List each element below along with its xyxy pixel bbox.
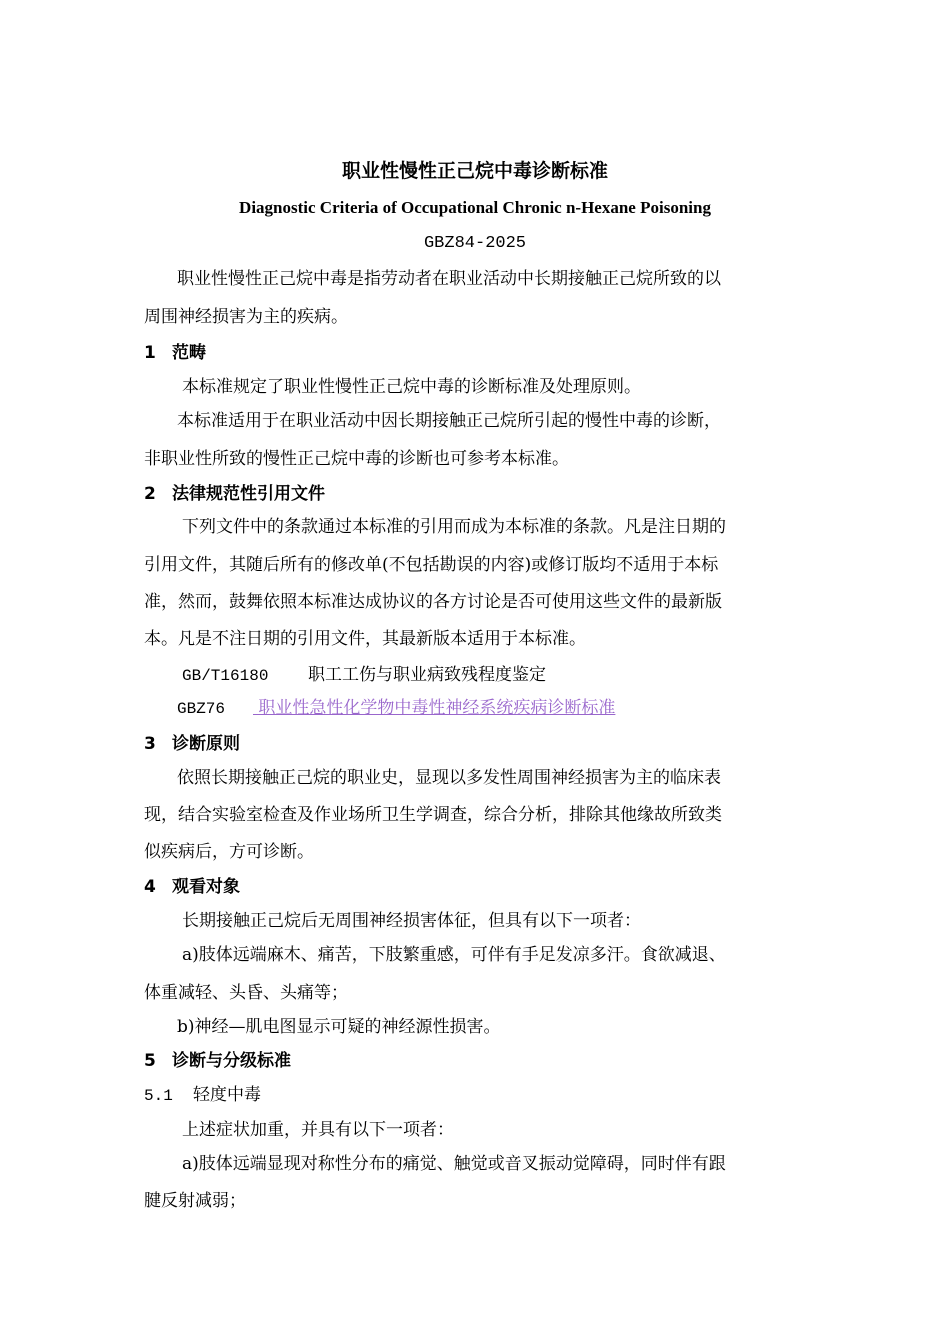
paragraph-line: 准，然而，鼓舞依照本标准达成协议的各方讨论是否可使用这些文件的最新版	[144, 592, 722, 612]
section-number: 3	[144, 734, 156, 754]
document-title: 职业性慢性正己烷中毒诊断标准	[341, 160, 608, 182]
list-item-line: a)肢体远端显现对称性分布的痛觉、触觉或音叉振动觉障碍，同时伴有跟	[182, 1154, 726, 1174]
paragraph-line: 现，结合实验室检查及作业场所卫生学调查，综合分析，排除其他缘故所致类	[144, 805, 722, 825]
section-title: 范畴	[172, 343, 206, 363]
paragraph-line: 本标准适用于在职业活动中因长期接触正己烷所引起的慢性中毒的诊断，	[177, 411, 721, 431]
paragraph-line: 引用文件，其随后所有的修改单(不包括勘误的内容)或修订版均不适用于本标	[144, 555, 719, 575]
section-heading-observation	[144, 876, 804, 898]
paragraph-line: 上述症状加重，并具有以下一项者：	[182, 1120, 454, 1140]
section-number: 1	[144, 343, 156, 363]
section-heading-principles	[144, 733, 804, 755]
intro-paragraph-line: 职业性慢性正己烷中毒是指劳动者在职业活动中长期接触正己烷所致的以	[177, 269, 721, 289]
reference-item	[177, 697, 804, 720]
list-item-line: b)神经—肌电图显示可疑的神经源性损害。	[177, 1017, 501, 1037]
paragraph-line: 似疾病后，方可诊断。	[144, 842, 314, 862]
paragraph-line: 非职业性所致的慢性正己烷中毒的诊断也可参考本标准。	[144, 449, 569, 469]
list-item-line: 腱反射减弱；	[144, 1191, 246, 1211]
section-title: 法律规范性引用文件	[172, 484, 325, 504]
list-item-line: 体重减轻、头昏、头痛等；	[144, 983, 348, 1003]
paragraph-line: 本。凡是不注日期的引用文件，其最新版本适用于本标准。	[144, 629, 586, 649]
section-number: 2	[144, 484, 156, 504]
reference-code: GB/T16180	[182, 667, 269, 685]
section-number: 4	[144, 877, 156, 897]
section-heading-references	[144, 483, 804, 505]
reference-link[interactable]: 职业性急性化学物中毒性神经系统疾病诊断标准	[253, 698, 616, 718]
section-title: 诊断与分级标准	[172, 1051, 291, 1071]
paragraph-line: 长期接触正己烷后无周围神经损害体征，但具有以下一项者：	[182, 911, 641, 931]
reference-title: 职工工伤与职业病致残程度鉴定	[308, 665, 546, 685]
section-title: 观看对象	[172, 877, 240, 897]
subsection-title: 轻度中毒	[193, 1085, 261, 1105]
subsection-heading	[144, 1084, 804, 1107]
standard-code: GBZ84-2025	[423, 234, 527, 253]
intro-paragraph-line: 周围神经损害为主的疾病。	[144, 307, 348, 327]
section-number: 5	[144, 1051, 156, 1071]
reference-item	[182, 664, 809, 687]
section-heading-grading	[144, 1050, 804, 1072]
paragraph-line: 下列文件中的条款通过本标准的引用而成为本标准的条款。凡是注日期的	[182, 517, 726, 537]
reference-code: GBZ76	[177, 700, 226, 718]
document-title-english: Diagnostic Criteria of Occupational Chronic n-Hexane Poisoning	[239, 198, 711, 217]
paragraph-line: 依照长期接触正己烷的职业史，显现以多发性周围神经损害为主的临床表	[177, 768, 721, 788]
section-title: 诊断原则	[172, 734, 240, 754]
paragraph-line: 本标准规定了职业性慢性正己烷中毒的诊断标准及处理原则。	[182, 377, 641, 397]
subsection-number: 5.1	[144, 1087, 173, 1105]
section-heading-scope	[144, 342, 804, 364]
list-item-line: a)肢体远端麻木、痛苦，下肢繁重感，可伴有手足发凉多汗。食欲减退、	[182, 945, 726, 965]
